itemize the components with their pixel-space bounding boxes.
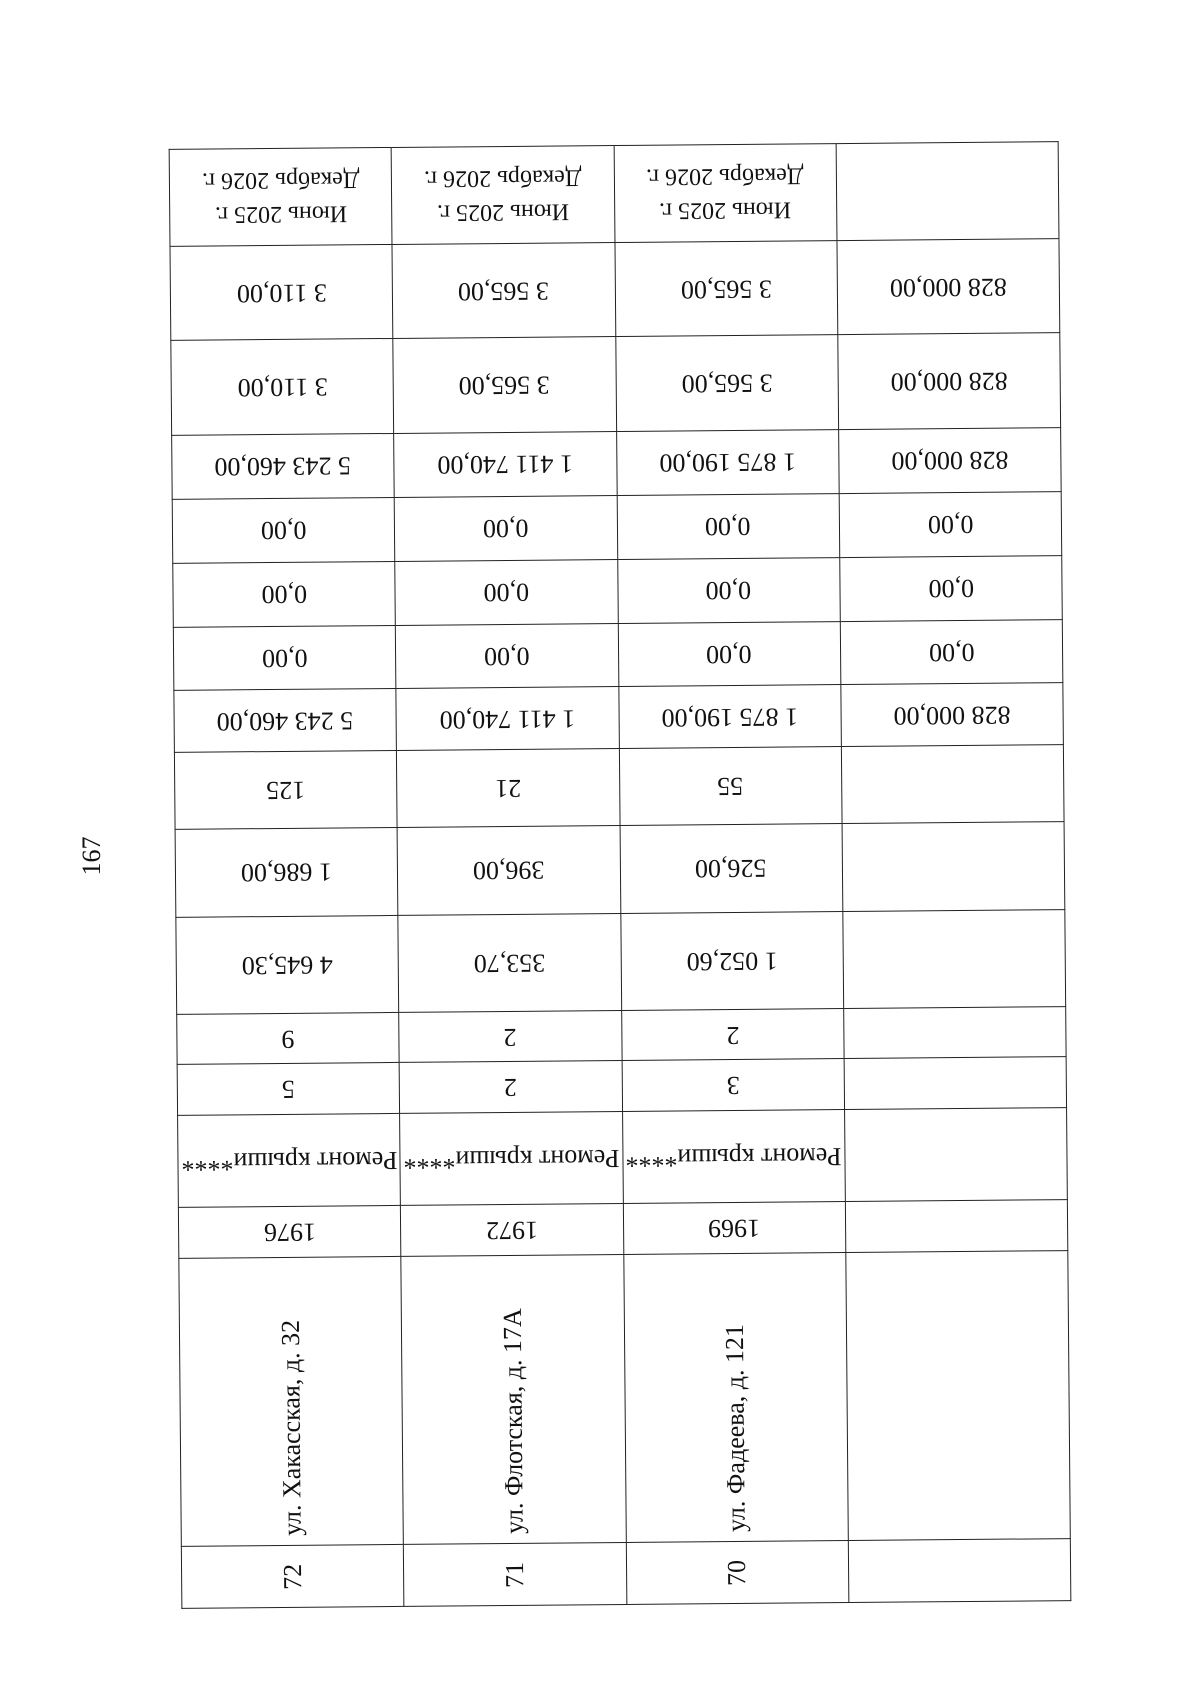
cell-period: Июнь 2025 г. Декабрь 2026 г. <box>614 144 837 243</box>
cell-address <box>179 1256 404 1546</box>
cell-period: Июнь 2025 г. Декабрь 2026 г. <box>391 146 614 245</box>
cell-c12: 3 110,00 <box>170 244 393 341</box>
cell-c12: 3 565,00 <box>392 242 615 339</box>
cell-c3 <box>843 910 1066 1009</box>
table-row-number <box>181 1539 1071 1608</box>
cell-c1: 5 <box>177 1063 400 1116</box>
cell-c2: 9 <box>177 1012 400 1065</box>
table-row-c11 <box>171 333 1061 435</box>
cell-c8: 0,00 <box>617 557 840 623</box>
cell-c6: 1 411 740,00 <box>396 687 619 751</box>
table-row-c5 <box>174 745 1064 830</box>
cell-work: Ремонт крыши**** <box>400 1111 623 1205</box>
table-row-c1 <box>177 1057 1066 1115</box>
rotated-table-sheet <box>169 141 1072 1609</box>
cell-c2: 2 <box>399 1010 622 1063</box>
cell-c5: 125 <box>174 750 397 829</box>
cell-c4: 396,00 <box>397 825 620 915</box>
table-row-c9 <box>172 492 1062 564</box>
table-row-work <box>178 1108 1068 1208</box>
cell-c2 <box>843 1006 1066 1059</box>
cell-c8: 0,00 <box>173 561 396 627</box>
cell-period: Июнь 2025 г. Декабрь 2026 г. <box>169 147 392 246</box>
cell-c3: 4 645,30 <box>176 915 399 1014</box>
cell-c1 <box>844 1057 1067 1110</box>
cell-c8: 0,00 <box>395 559 618 625</box>
cell-c7: 0,00 <box>396 623 619 689</box>
cell-c10: 1 875 190,00 <box>616 430 839 496</box>
cell-c9: 0,00 <box>172 497 395 563</box>
cell-c10: 1 411 740,00 <box>394 432 617 498</box>
cell-c11: 3 565,00 <box>393 337 616 434</box>
cell-c4 <box>842 822 1065 912</box>
cell-c4: 526,00 <box>620 823 843 913</box>
cell-c2: 2 <box>621 1008 844 1061</box>
address-text: ул. Фадеева, д. 121 <box>720 1324 751 1533</box>
cell-number <box>848 1539 1071 1603</box>
cell-c3: 353,70 <box>398 913 621 1012</box>
cell-c3: 1 052,60 <box>620 912 843 1011</box>
cell-c8: 0,00 <box>839 555 1062 621</box>
cell-c7: 0,00 <box>618 621 841 687</box>
table-row-address <box>179 1251 1070 1547</box>
cell-c5: 21 <box>397 748 620 827</box>
cell-c6: 828 000,00 <box>841 683 1064 747</box>
cell-c12: 828 000,00 <box>837 238 1060 335</box>
cell-work: Ремонт крыши**** <box>622 1110 845 1204</box>
cell-work <box>844 1108 1067 1202</box>
cell-address <box>623 1253 848 1543</box>
cell-period <box>836 142 1059 241</box>
table-row-c2 <box>177 1006 1066 1064</box>
cell-c9: 0,00 <box>839 492 1062 558</box>
cell-c7: 0,00 <box>173 625 396 691</box>
cell-number: 70 <box>626 1541 849 1605</box>
cell-c11: 3 565,00 <box>615 335 838 432</box>
cell-c6: 1 875 190,00 <box>618 685 841 749</box>
cell-c6: 5 243 460,00 <box>174 689 397 753</box>
cell-c9: 0,00 <box>617 493 840 559</box>
table-row-c6 <box>174 683 1064 752</box>
table-row-c7 <box>173 619 1063 691</box>
cell-c1: 3 <box>622 1059 845 1112</box>
cell-c9: 0,00 <box>394 495 617 561</box>
cell-address <box>846 1251 1071 1541</box>
table-row-c10 <box>172 428 1062 500</box>
table-row-c3 <box>176 910 1066 1015</box>
cell-year <box>845 1200 1068 1253</box>
cell-c10: 828 000,00 <box>838 428 1061 494</box>
cell-c11: 3 110,00 <box>171 339 394 436</box>
table-row-year <box>178 1200 1067 1258</box>
cell-c7: 0,00 <box>840 619 1063 685</box>
address-text: ул. Хакасская, д. 32 <box>275 1320 307 1537</box>
cell-c11: 828 000,00 <box>838 333 1061 430</box>
address-text: ул. Флотская, д. 17А <box>497 1308 529 1535</box>
table-row-c4 <box>175 822 1065 918</box>
cell-year: 1976 <box>178 1206 401 1259</box>
cell-c12: 3 565,00 <box>614 240 837 337</box>
cell-number: 72 <box>181 1545 404 1609</box>
cell-address <box>401 1255 626 1545</box>
cell-year: 1969 <box>623 1202 846 1255</box>
cell-c4: 1 686,00 <box>175 827 398 917</box>
cell-c5: 55 <box>619 746 842 825</box>
cell-c5 <box>841 745 1064 824</box>
cell-number: 71 <box>404 1543 627 1607</box>
cell-c1: 2 <box>399 1061 622 1114</box>
page-number: 167 <box>77 836 106 876</box>
cell-work: Ремонт крыши**** <box>178 1113 401 1207</box>
table-row-period <box>169 142 1059 247</box>
table-row-c8 <box>173 555 1063 627</box>
table-row-c12 <box>170 238 1060 340</box>
cell-c10: 5 243 460,00 <box>172 434 395 500</box>
works-table <box>169 141 1072 1609</box>
cell-year: 1972 <box>401 1204 624 1257</box>
